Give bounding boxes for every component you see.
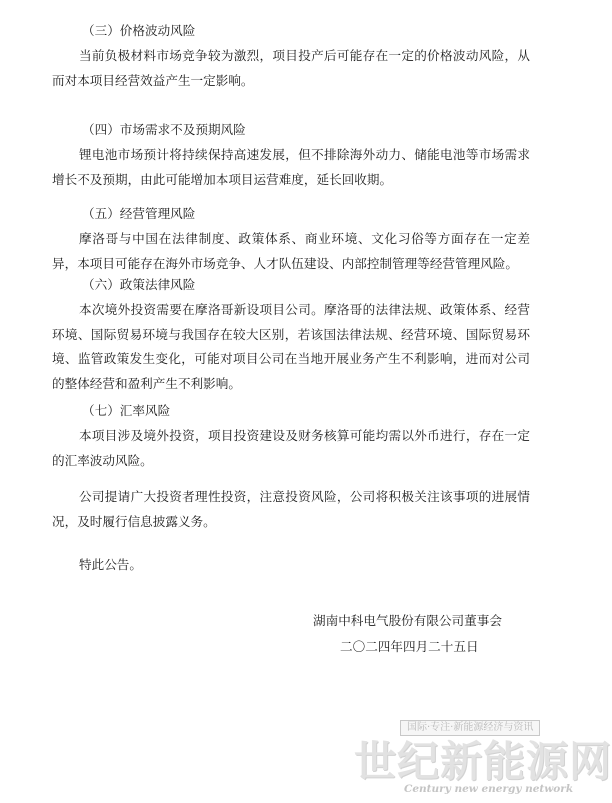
- section-heading-price-risk: （三）价格波动风险: [82, 23, 196, 38]
- section-paragraph-price-risk: 当前负极材料市场竞争较为激烈，项目投产后可能存在一定的价格波动风险，从而对本项目经营效益产生一定影响。: [52, 48, 530, 88]
- closing-advisory: 公司提请广大投资者理性投资，注意投资风险，公司将积极关注该事项的进展情况，及时履行信息披露义务。: [52, 489, 530, 529]
- watermark-logo: [340, 718, 612, 800]
- signature-date: 二〇二四年四月二十五日: [340, 639, 479, 654]
- section-paragraph-policy-risk: 本次境外投资需要在摩洛哥新设项目公司。摩洛哥的法律法规、政策体系、经营环境、国际贸易环境与我国存在较大区别，若该国法律法规、经营环境、国际贸易环境、监管政策发生变化，可能对项目公司在当地开展业务产生不利影响，进而对公司的整体经营和盈利产生不利影响。: [52, 302, 530, 391]
- section-paragraph-fx-risk: 本项目涉及境外投资，项目投资建设及财务核算可能均需以外币进行，存在一定的汇率波动风险。: [52, 428, 530, 468]
- watermark-name: 世纪新能源网: [354, 737, 612, 786]
- section-heading-policy-risk: （六）政策法律风险: [82, 277, 196, 292]
- signature-company: 湖南中科电气股份有限公司董事会: [313, 613, 502, 628]
- section-heading-fx-risk: （七）汇率风险: [82, 403, 171, 418]
- watermark-tagline: 国际·专注·新能源经济与资讯: [400, 720, 540, 736]
- section-paragraph-market-risk: 锂电池市场预计将持续保持高速发展，但不排除海外动力、储能电池等市场需求增长不及预期，由此可能增加本项目运营难度，延长回收期。: [52, 147, 530, 187]
- watermark-english: Century new energy network: [404, 783, 574, 795]
- section-heading-management-risk: （五）经营管理风险: [82, 206, 196, 221]
- section-paragraph-management-risk: 摩洛哥与中国在法律制度、政策体系、商业环境、文化习俗等方面存在一定差异，本项目可能存在海外市场竞争、人才队伍建设、内部控制管理等经营管理风险。: [52, 231, 530, 271]
- section-heading-market-risk: （四）市场需求不及预期风险: [82, 122, 246, 137]
- closing-announcement: 特此公告。: [79, 557, 142, 572]
